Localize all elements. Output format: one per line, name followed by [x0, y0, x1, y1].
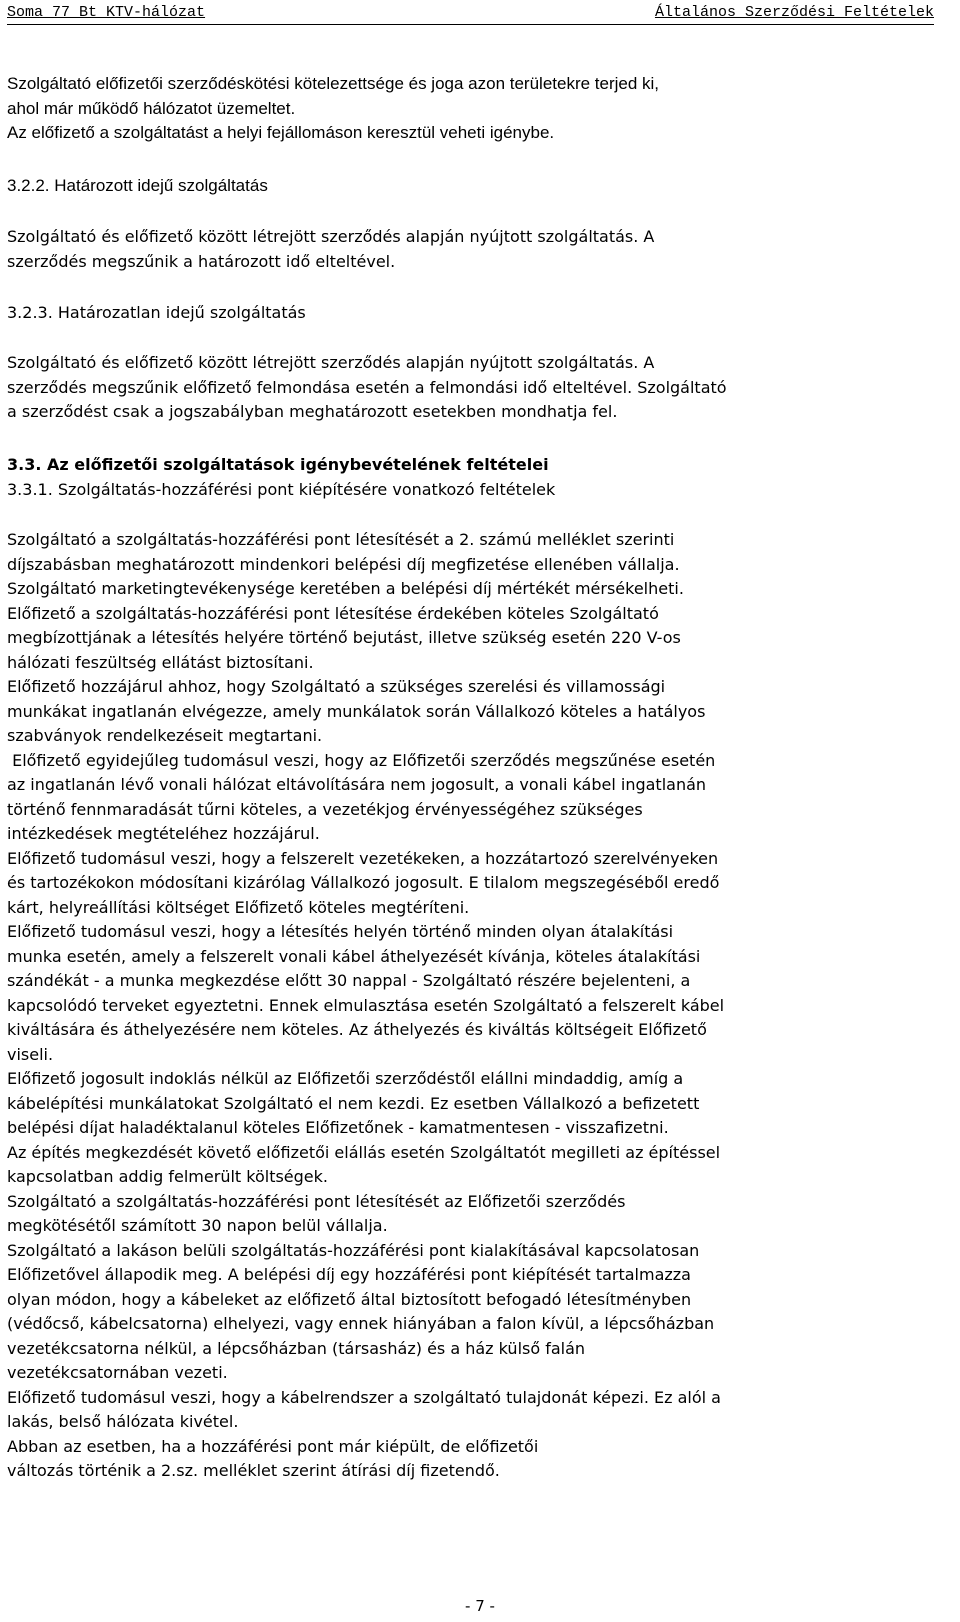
section-3-2-3-body: Szolgáltató és előfizető között létrejött szerződés alapján nyújtott szolgáltatás. A szerződés megszűnik előfizető felmondása esetén a felmondási idő elteltével. Szolgáltató a szerződést csak a jogszabályban meghatározott esetekben mondhatja fel.	[7, 353, 727, 421]
header-document-title: Általános Szerződési Feltételek	[654, 4, 934, 21]
section-3-3-1-body: Szolgáltató a szolgáltatás-hozzáférési pont létesítését a 2. számú melléklet szerinti díjszabásban meghatározott mindenkori belépési díj megfizetése ellenében vállalja. Szolgáltató marketingtevékenysége keretében a belépési díj mértékét mérsékelheti. Előfizető a szolgáltatás-hozzáférési pont létesítése érdekében köteles Szolgáltató megbízottjának a létesítés helyére történő bejutást, illetve szükség esetén 220 V-os hálózati feszültség ellátást biztosítani. Előfizető hozzájárul ahhoz, hogy Szolgáltató a szükséges szerelési és villamossági munkákat ingatlanán elvégezze, amely munkálatok során Vállalkozó köteles a hatályos szabványok rendelkezéseit megtartani. Előfizető egyidejűleg tudomásul veszi, hogy az Előfizetői szerződés megszűnése esetén az ingatlanán lévő vonali hálózat eltávolítására nem jogosult, a vonali kábel ingatlanán történő fennmaradását tűrni köteles, a vezetékjog érvényességéhez szükséges intézkedések megtételéhez hozzájárul. Előfizető tudomásul veszi, hogy a felszerelt vezetékeken, a hozzátartozó szerelvényeken és tartozékokon módosítani kizárólag Vállalkozó jogosult. E tilalom megszegéséből eredő kárt, helyreállítási költséget Előfizető köteles megtéríteni. Előfizető tudomásul veszi, hogy a létesítés helyén történő minden olyan átalakítási munka esetén, amely a felszerelt vonali kábel áthelyezését kívánja, köteles átalakítási szándékát - a munka megkezdése előtt 30 nappal - Szolgáltató részére bejelenteni, a kapcsolódó terveket egyeztetni. Ennek elmulasztása esetén Szolgáltató a felszerelt kábel kiváltására és áthelyezésére nem köteles. Az áthelyezés és kiváltás költségeit Előfizető viseli. Előfizető jogosult indoklás nélkül az Előfizetői szerződéstől elállni mindaddig, amíg a kábelépítési munkálatokat Szolgáltató el nem kezdi. Ez esetben Vállalkozó a befizetett belépési díjat haladéktalanul köteles Előfizetőnek - kamatmentesen - visszafizetni. Az építés megkezdését követő előfizetői elállás esetén Szolgáltatót megilleti az építéssel kapcsolatban addig felmerült költségek. Szolgáltató a szolgáltatás-hozzáférési pont létesítését az Előfizetői szerződés megkötésétől számított 30 napon belül vállalja. Szolgáltató a lakáson belüli szolgáltatás-hozzáférési pont kialakításával kapcsolatosan Előfizetővel állapodik meg. A belépési díj egy hozzáférési pont kiépítését tartalmazza olyan módon, hogy a kábeleket az előfizető által biztosított befogadó létesítményben (védőcső, kábelcsatorna) elhelyezi, vagy ennek hiányában a falon kívül, a lépcsőházban vezetékcsatorna nélkül, a lépcsőházban (társasház) és a ház külső falán vezetékcsatornában vezeti. Előfizető tudomásul veszi, hogy a kábelrendszer a szolgáltató tulajdonát képezi. Ez alól a lakás, belső hálózata kivétel. Abban az esetben, ha a hozzáférési pont már kiépült, de előfizetői változás történik a 2.sz. melléklet szerint átírási díj fizetendő.	[7, 530, 725, 1480]
page-header	[7, 2, 934, 25]
section-3-3-1-subheading: 3.3.1. Szolgáltatás-hozzáférési pont kiépítésére vonatkozó feltételek	[7, 480, 556, 499]
header-company: Soma 77 Bt KTV-hálózat	[7, 4, 206, 21]
section-3-2-3-heading: 3.2.3. Határozatlan idejű szolgáltatás	[7, 303, 306, 322]
section-3-3-heading: 3.3. Az előfizetői szolgáltatások igénybevételének feltételei	[7, 455, 549, 474]
section-3-2-2-body: Szolgáltató és előfizető között létrejött szerződés alapján nyújtott szolgáltatás. A szerződés megszűnik a határozott idő elteltével.	[7, 227, 655, 271]
page-number: - 7 -	[465, 1597, 495, 1615]
section-3-2-2-heading: 3.2.2. Határozott idejű szolgáltatás	[7, 176, 268, 195]
intro-paragraph: Szolgáltató előfizetői szerződéskötési kötelezettsége és joga azon területekre terjed ki, ahol már működő hálózatot üzemeltet. Az előfizető a szolgáltatást a helyi fejállomáson keresztül veheti igénybe.	[7, 74, 660, 142]
